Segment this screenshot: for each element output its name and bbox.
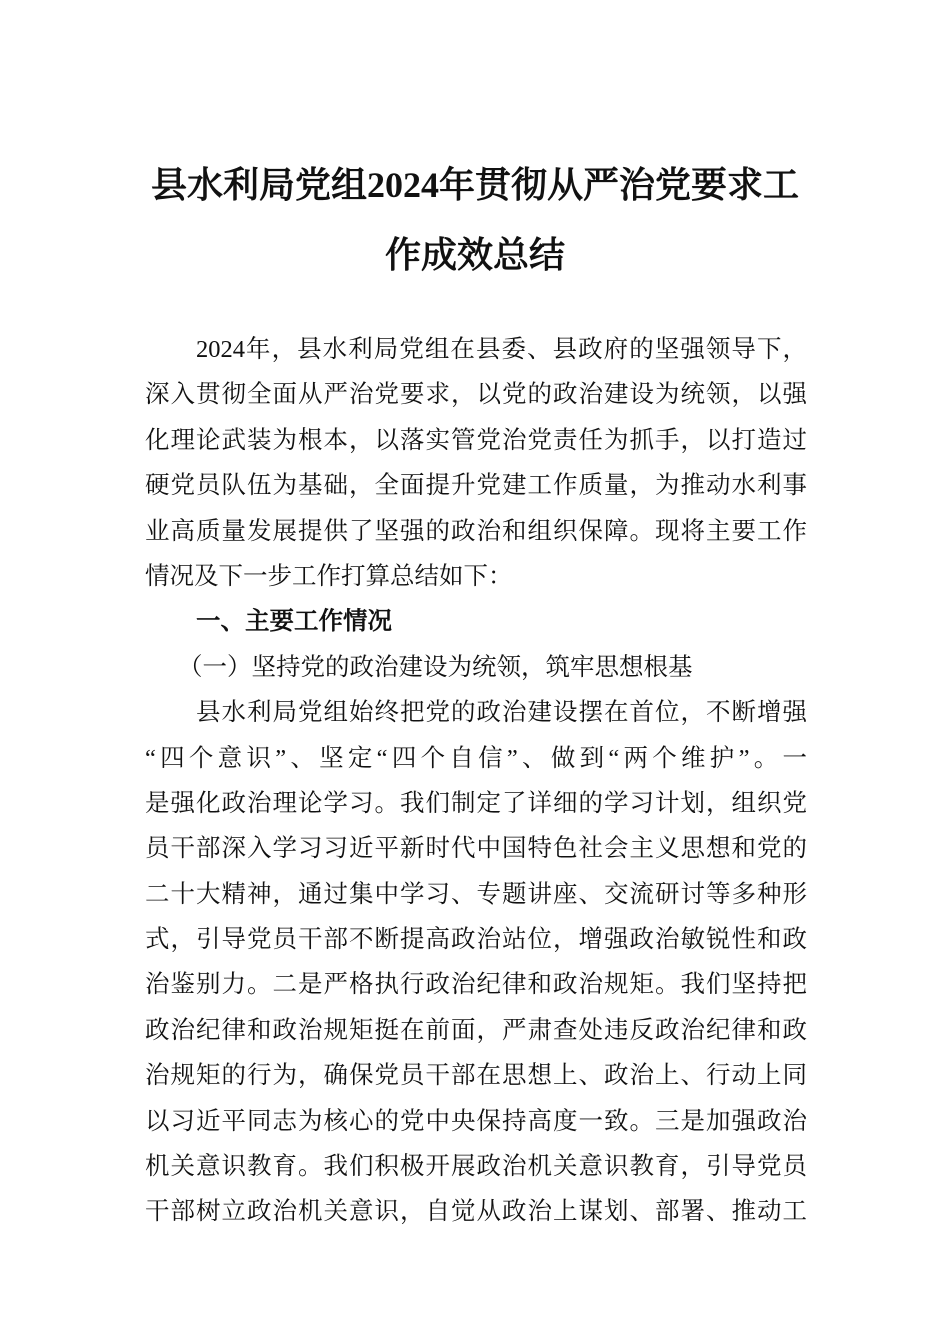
paragraph-line: 干部树立政治机关意识，自觉从政治上谋划、部署、推动工: [145, 1198, 807, 1226]
intro-line: 硬党员队伍为基础，全面提升党建工作质量，为推动水利事: [145, 472, 807, 500]
paragraph-line: 治鉴别力。二是严格执行政治纪律和政治规矩。我们坚持把: [145, 971, 807, 999]
paragraph-line: 二十大精神，通过集中学习、专题讲座、交流研讨等多种形: [145, 880, 807, 908]
intro-line: 深入贯彻全面从严治党要求，以党的政治建设为统领，以强: [145, 381, 807, 409]
document-title-line-1: 县水利局党组2024年贯彻从严治党要求工: [150, 165, 799, 205]
subsection-heading: （一）坚持党的政治建设为统领，筑牢思想根基: [178, 653, 693, 681]
intro-line: 2024年，县水利局党组在县委、县政府的坚强领导下，: [196, 336, 807, 363]
paragraph-line: 政治纪律和政治规矩挺在前面，严肃查处违反政治纪律和政: [145, 1016, 807, 1044]
document-title-line-2: 作成效总结: [384, 235, 565, 275]
paragraph-line: 是强化政治理论学习。我们制定了详细的学习计划，组织党: [145, 789, 807, 817]
paragraph-line: 式，引导党员干部不断提高政治站位，增强政治敏锐性和政: [145, 926, 807, 954]
intro-line: 业高质量发展提供了坚强的政治和组织保障。现将主要工作: [145, 517, 807, 545]
paragraph-line: 县水利局党组始终把党的政治建设摆在首位，不断增强: [196, 699, 807, 727]
document-body: [145, 327, 807, 1235]
paragraph-line: “四个意识”、坚定“四个自信”、做到“两个维护”。一: [145, 744, 807, 772]
paragraph-line: 机关意识教育。我们积极开展政治机关意识教育，引导党员: [145, 1153, 807, 1181]
intro-line: 情况及下一步工作打算总结如下：: [145, 562, 513, 590]
paragraph-line: 以习近平同志为核心的党中央保持高度一致。三是加强政治: [145, 1107, 807, 1135]
paragraph-line: 员干部深入学习习近平新时代中国特色社会主义思想和党的: [145, 835, 807, 863]
intro-line: 化理论武装为根本，以落实管党治党责任为抓手，以打造过: [145, 426, 807, 454]
paragraph-line: 治规矩的行为，确保党员干部在思想上、政治上、行动上同: [145, 1062, 807, 1090]
section-heading: 一、主要工作情况: [196, 608, 392, 636]
